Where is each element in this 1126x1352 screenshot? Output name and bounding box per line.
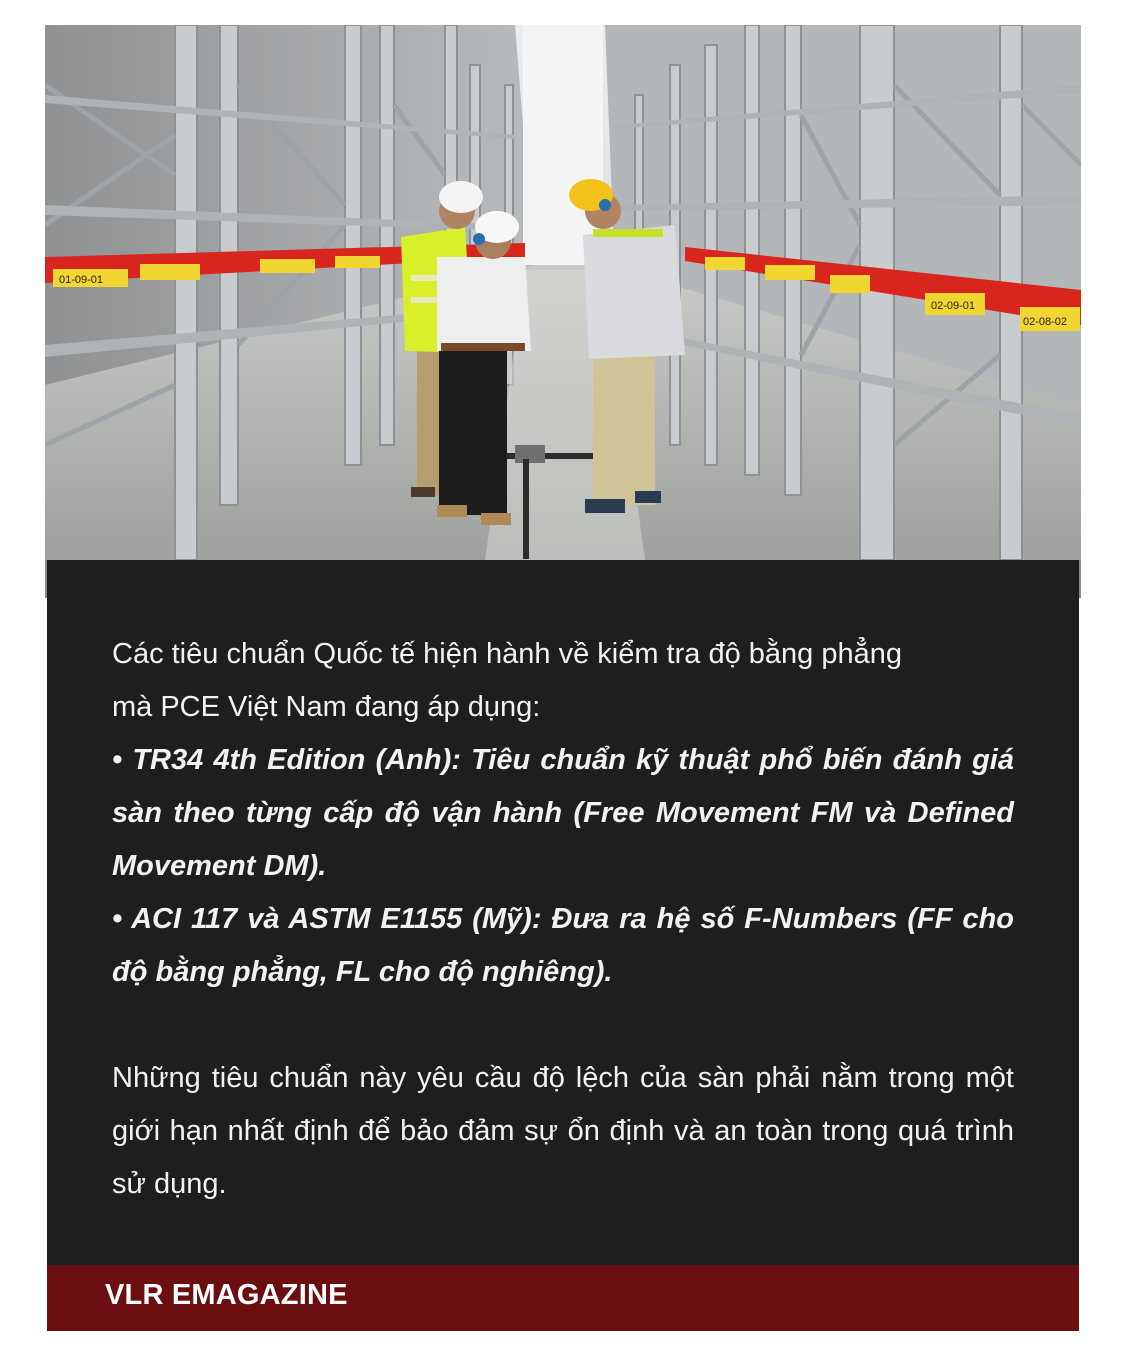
standard-aci-astm: • ACI 117 và ASTM E1155 (Mỹ): Đưa ra hệ số F-Numbers (FF cho độ bằng phẳng, FL cho độ nghiêng). [112,903,1014,988]
paragraph-gap [112,999,1014,1052]
brand-label: VLR EMAGAZINE [105,1279,348,1311]
article-body [112,628,1014,1211]
standard-tr34: • TR34 4th Edition (Anh): Tiêu chuẩn kỹ thuật phổ biến đánh giá sàn theo từng cấp độ vận hành (Free Movement FM và Defined Movement DM). [112,744,1014,882]
intro-line-1: Các tiêu chuẩn Quốc tế hiện hành về kiểm tra độ bằng phẳng [112,638,902,670]
rack-label-left: 01-09-01 [59,274,104,286]
panel-right-edge [1079,560,1081,598]
panel-left-edge [45,560,47,598]
warehouse-photo [45,25,1081,560]
conclusion-paragraph: Những tiêu chuẩn này yêu cầu độ lệch của sàn phải nằm trong một giới hạn nhất định để bảo đảm sự ổn định và an toàn trong quá trình sử dụng. [112,1062,1014,1200]
rack-label-right: 02-08-02 [1023,316,1068,328]
intro-line-2: mà PCE Việt Nam đang áp dụng: [112,691,541,723]
skylight [523,25,603,265]
rack-label-right-2: 02-09-01 [931,300,976,312]
warehouse-illustration [45,25,1081,560]
footer-bar [47,1265,1079,1331]
